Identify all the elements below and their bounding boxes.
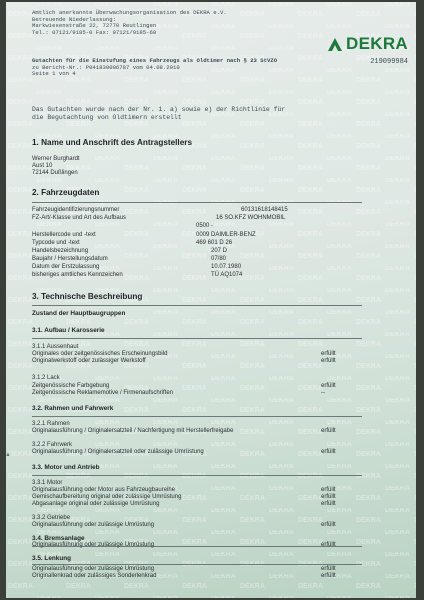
org-block	[32, 10, 227, 36]
gutachten-line: Gutachten für die Einstufung eines Fahrzeugs als Oldtimer nach § 23 StVZO	[32, 57, 278, 64]
divider	[32, 202, 362, 203]
vehicle-class-value: 16 SO.KFZ WOHNMOBIL	[216, 215, 286, 221]
divider	[32, 338, 362, 339]
criterion-text: Originalausführung oder zulässige Umrüstung	[32, 566, 155, 572]
logo-text: DEKRA	[346, 34, 408, 53]
criterion-status: erfüllt	[321, 428, 336, 434]
criterion-status: erfüllt	[321, 573, 336, 579]
vehicle-class-label: FZ-Art/-Klasse und Art des Aufbaus	[32, 215, 127, 221]
criterion-text: Originales oder zeitgenössisches Erscheinungsbild	[32, 351, 168, 357]
criterion-status: erfüllt	[321, 501, 336, 507]
group-title-3-4: 3.4. Bremsanlage	[32, 535, 85, 542]
criterion-status: erfüllt	[321, 351, 336, 357]
criterion-text: Originalausführung oder zulässige Umrüstung	[32, 542, 155, 548]
item-title-3-3-2: 3.3.2 Getriebe	[32, 515, 71, 521]
page-indicator: Seite 1 von 4	[32, 70, 76, 78]
first-registration-value: 10.07.1980	[211, 264, 242, 270]
type-label: Typcode und -text	[32, 240, 80, 246]
org-line: Markwiesenstraße 22, 72770 Reutlingen	[32, 22, 157, 30]
margin-mark	[5, 452, 11, 459]
item-title-3-3-1: 3.3.1 Motor	[32, 480, 63, 486]
criterion-text: Originalausführung / Originalersatzteil oder zulässige Umrüstung	[32, 449, 204, 455]
document-number: 219099984	[370, 58, 408, 66]
group-title-3-3: 3.3. Motor und Antrieb	[32, 464, 100, 471]
criterion-text: Zeitgenössische Farbgebung	[32, 383, 110, 389]
vehicle-class-code: 0500 -	[196, 223, 214, 229]
divider	[32, 475, 362, 476]
criterion-status: erfüllt	[321, 383, 336, 389]
document-page	[6, 2, 416, 598]
license-plate-label: bisheriges amtliches Kennzeichen	[32, 272, 123, 278]
criterion-status: erfüllt	[321, 566, 336, 572]
group-title-3-5: 3.5. Lenkung	[32, 555, 72, 562]
section3-title: 3. Technische Beschreibung	[32, 292, 143, 301]
item-title-3-1-2: 3.1.2 Lack	[32, 375, 60, 381]
build-year-value: 07/80	[211, 256, 227, 262]
group-title-3-2: 3.2. Rahmen und Fahrwerk	[32, 405, 114, 412]
trade-name-label: Handelsbezeichnung	[32, 248, 89, 254]
item-title-3-2-2: 3.2.2 Fahrwerk	[32, 442, 73, 448]
criterion-text: Originalausführung oder Motor aus Fahrzeugbaureihe	[32, 487, 176, 493]
intro-line: die Begutachtung von Oldtimern erstellt	[32, 113, 182, 121]
item-title-3-1-1: 3.1.1 Aussenhaut	[32, 344, 79, 350]
dekra-triangle-icon	[327, 36, 343, 52]
criterion-text: Originallenkrad oder zulässiges Sonderlenkrad	[32, 573, 157, 579]
trade-name-value: 207 D	[211, 248, 228, 254]
divider	[32, 564, 362, 565]
criterion-status: erfüllt	[321, 358, 336, 364]
license-plate-value: TÜ AQ1074	[211, 272, 243, 278]
manufacturer-label: Herstellercode und -text	[32, 232, 96, 238]
section2-title: 2. Fahrzeugdaten	[32, 188, 100, 197]
criterion-text: Originalausführung oder zulässige Umrüstung	[32, 522, 155, 528]
org-line: Amtlich anerkannte Überwachungsorganisation des DEKRA e.V.	[32, 9, 227, 16]
vin-value: 60131618148415	[241, 207, 288, 213]
divider	[32, 416, 362, 417]
bericht-line: zu Bericht-Nr.: P041830006787 vom 04.08.2010	[32, 63, 180, 71]
vin-label: Fahrzeugidentifizierungsnummer	[32, 207, 120, 213]
intro-line: Das Gutachten wurde nach der Nr. 1. a) sowie e) der Richtlinie für	[32, 106, 286, 113]
group-title-3-1: 3.1. Aufbau / Karosserie	[32, 327, 105, 334]
applicant-name: Werner Burghardt	[32, 156, 80, 162]
org-line: Tel.: 07121/9185-0 Fax: 07121/9185-60	[32, 28, 157, 36]
criterion-status: erfüllt	[321, 494, 336, 500]
criterion-text: Originalwerkstoff oder zulässiger Werkstoff	[32, 358, 146, 364]
applicant-street: Aust 10	[32, 163, 53, 169]
criterion-text: Abgasanlage original oder zulässige Umrüstung	[32, 501, 160, 507]
section1-title: 1. Name und Anschrift des Antragstellers	[32, 138, 192, 147]
item-title-3-2-1: 3.2.1 Rahmen	[32, 421, 70, 427]
criterion-status: erfüllt	[321, 449, 336, 455]
criterion-text: Zeitgenössische Reklamemotive / Firmenaufschriften	[32, 390, 174, 396]
criterion-status: erfüllt	[321, 487, 336, 493]
manufacturer-value: 0009 DAIMLER-BENZ	[196, 232, 256, 238]
criterion-text: Originalausführung / Originalersatzteil / Nachfertigung mit Herstellerfreigabe	[32, 428, 234, 434]
margin-tick-icon: ▲	[5, 452, 11, 458]
first-registration-label: Datum der Erstzulassung	[32, 264, 100, 270]
org-line: Betreuende Niederlassung:	[32, 15, 116, 23]
type-value: 469 601 D 26	[196, 240, 233, 246]
report-info	[32, 58, 277, 78]
criterion-status: erfüllt	[321, 542, 336, 548]
applicant-address	[32, 156, 80, 177]
criterion-status: --	[321, 390, 325, 396]
build-year-label: Baujahr / Herstellungsdatum	[32, 256, 108, 262]
intro-text	[32, 106, 285, 121]
criterion-text: Gemischaufbereitung original oder zulässige Umrüstung	[32, 494, 182, 500]
dekra-logo	[327, 34, 408, 54]
applicant-city: 72144 Dußlingen	[32, 170, 78, 176]
criterion-status: erfüllt	[321, 522, 336, 528]
divider	[32, 305, 362, 306]
section3-subtitle: Zustand der Hauptbaugruppen	[32, 310, 126, 317]
